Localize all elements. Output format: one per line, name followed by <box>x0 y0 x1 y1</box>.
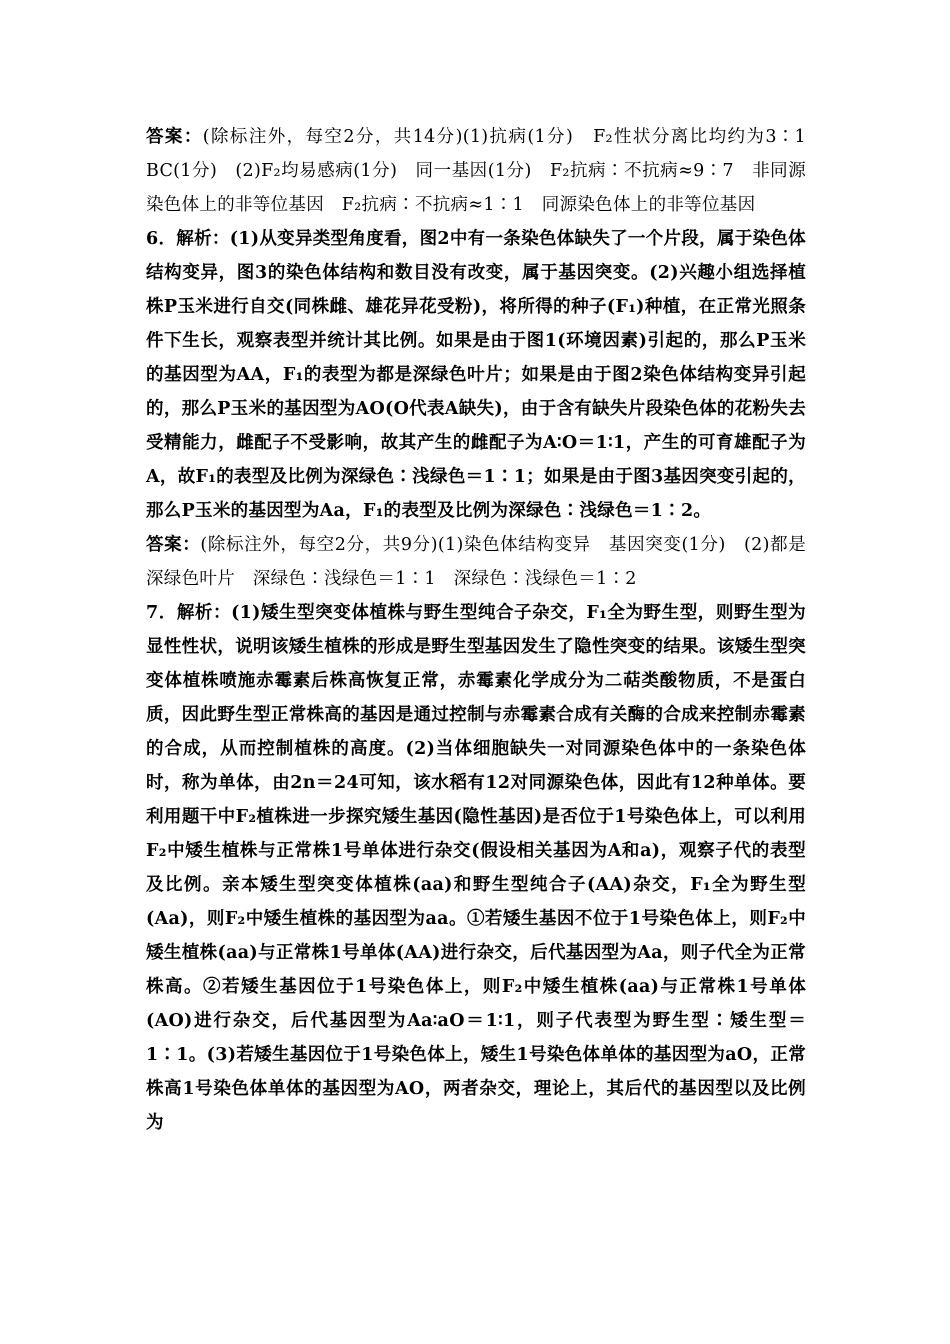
answer-6-label: 答案： <box>146 535 201 555</box>
answer-5-paragraph <box>146 120 824 222</box>
answer-6-text: (除标注外，每空2分，共9分)(1)染色体结构变异 基因突变(1分) (2)都是深绿色叶片 深绿色∶浅绿色＝1∶1 深绿色∶浅绿色＝1∶2 <box>146 535 806 589</box>
analysis-6-paragraph <box>146 222 806 528</box>
analysis-6-label: 6．解析： <box>146 229 230 249</box>
analysis-6-text: (1)从变异类型角度看，图2中有一条染色体缺失了一个片段，属于染色体结构变异，图3的染色体结构和数目没有改变，属于基因突变。(2)兴趣小组选择植株P玉米进行自交(同株雌、雄花异花受粉)，将所得的种子(F₁)种植，在正常光照条件下生长，观察表型并统计其比例。如果是由于图1(环境因素)引起的，那么P玉米的基因型为AA，F₁的表型为都是深绿色叶片；如果是由于图2染色体结构变异引起的，那么P玉米的基因型为AO(O代表A缺失)，由于含有缺失片段染色体的花粉失去受精能力，雌配子不受影响，故其产生的雌配子为A∶O＝1∶1，产生的可育雄配子为A，故F₁的表型及比例为深绿色∶浅绿色＝1∶1；如果是由于图3基因突变引起的，那么P玉米的基因型为Aa，F₁的表型及比例为深绿色∶浅绿色＝1∶2。 <box>146 229 806 521</box>
answer-5-text: (除标注外，每空2分，共14分)(1)抗病(1分) F₂性状分离比均约为3∶1 BC(1分) (2)F₂均易感病(1分) 同一基因(1分) F₂抗病∶不抗病≈9∶7 非同源染色体上的非等位基因 F₂抗病∶不抗病≈1∶1 同源染色体上的非等位基因 <box>146 127 824 215</box>
document-page <box>146 120 824 1140</box>
analysis-7-text: (1)矮生型突变体植株与野生型纯合子杂交，F₁全为野生型，则野生型为显性性状，说明该矮生植株的形成是野生型基因发生了隐性突变的结果。该矮生型突变体植株喷施赤霉素后株高恢复正常，赤霉素化学成分为二萜类酸物质，不是蛋白质，因此野生型正常株高的基因是通过控制与赤霉素合成有关酶的合成来控制赤霉素的合成，从而控制植株的高度。(2)当体细胞缺失一对同源染色体中的一条染色体时，称为单体，由2n＝24可知，该水稻有12对同源染色体，因此有12种单体。要利用题干中F₂植株进一步探究矮生基因(隐性基因)是否位于1号染色体上，可以利用F₂中矮生植株与正常株1号单体进行杂交(假设相关基因为A和a)，观察子代的表型及比例。亲本矮生型突变体植株(aa)和野生型纯合子(AA)杂交，F₁全为野生型(Aa)，则F₂中矮生植株的基因型为aa。①若矮生基因不位于1号染色体上，则F₂中矮生植株(aa)与正常株1号单体(AA)进行杂交，后代基因型为Aa，则子代全为正常株高。②若矮生基因位于1号染色体上，则F₂中矮生植株(aa)与正常株1号单体(AO)进行杂交，后代基因型为Aa∶aO＝1∶1，则子代表型为野生型∶矮生型＝1∶1。(3)若矮生基因位于1号染色体上，矮生1号染色体单体的基因型为aO，正常株高1号染色体单体的基因型为AO，两者杂交，理论上，其后代的基因型以及比例为 <box>146 603 806 1133</box>
analysis-7-label: 7．解析： <box>146 603 232 623</box>
answer-5-label: 答案： <box>146 127 203 147</box>
analysis-7-paragraph <box>146 596 806 1140</box>
answer-6-paragraph <box>146 528 806 596</box>
